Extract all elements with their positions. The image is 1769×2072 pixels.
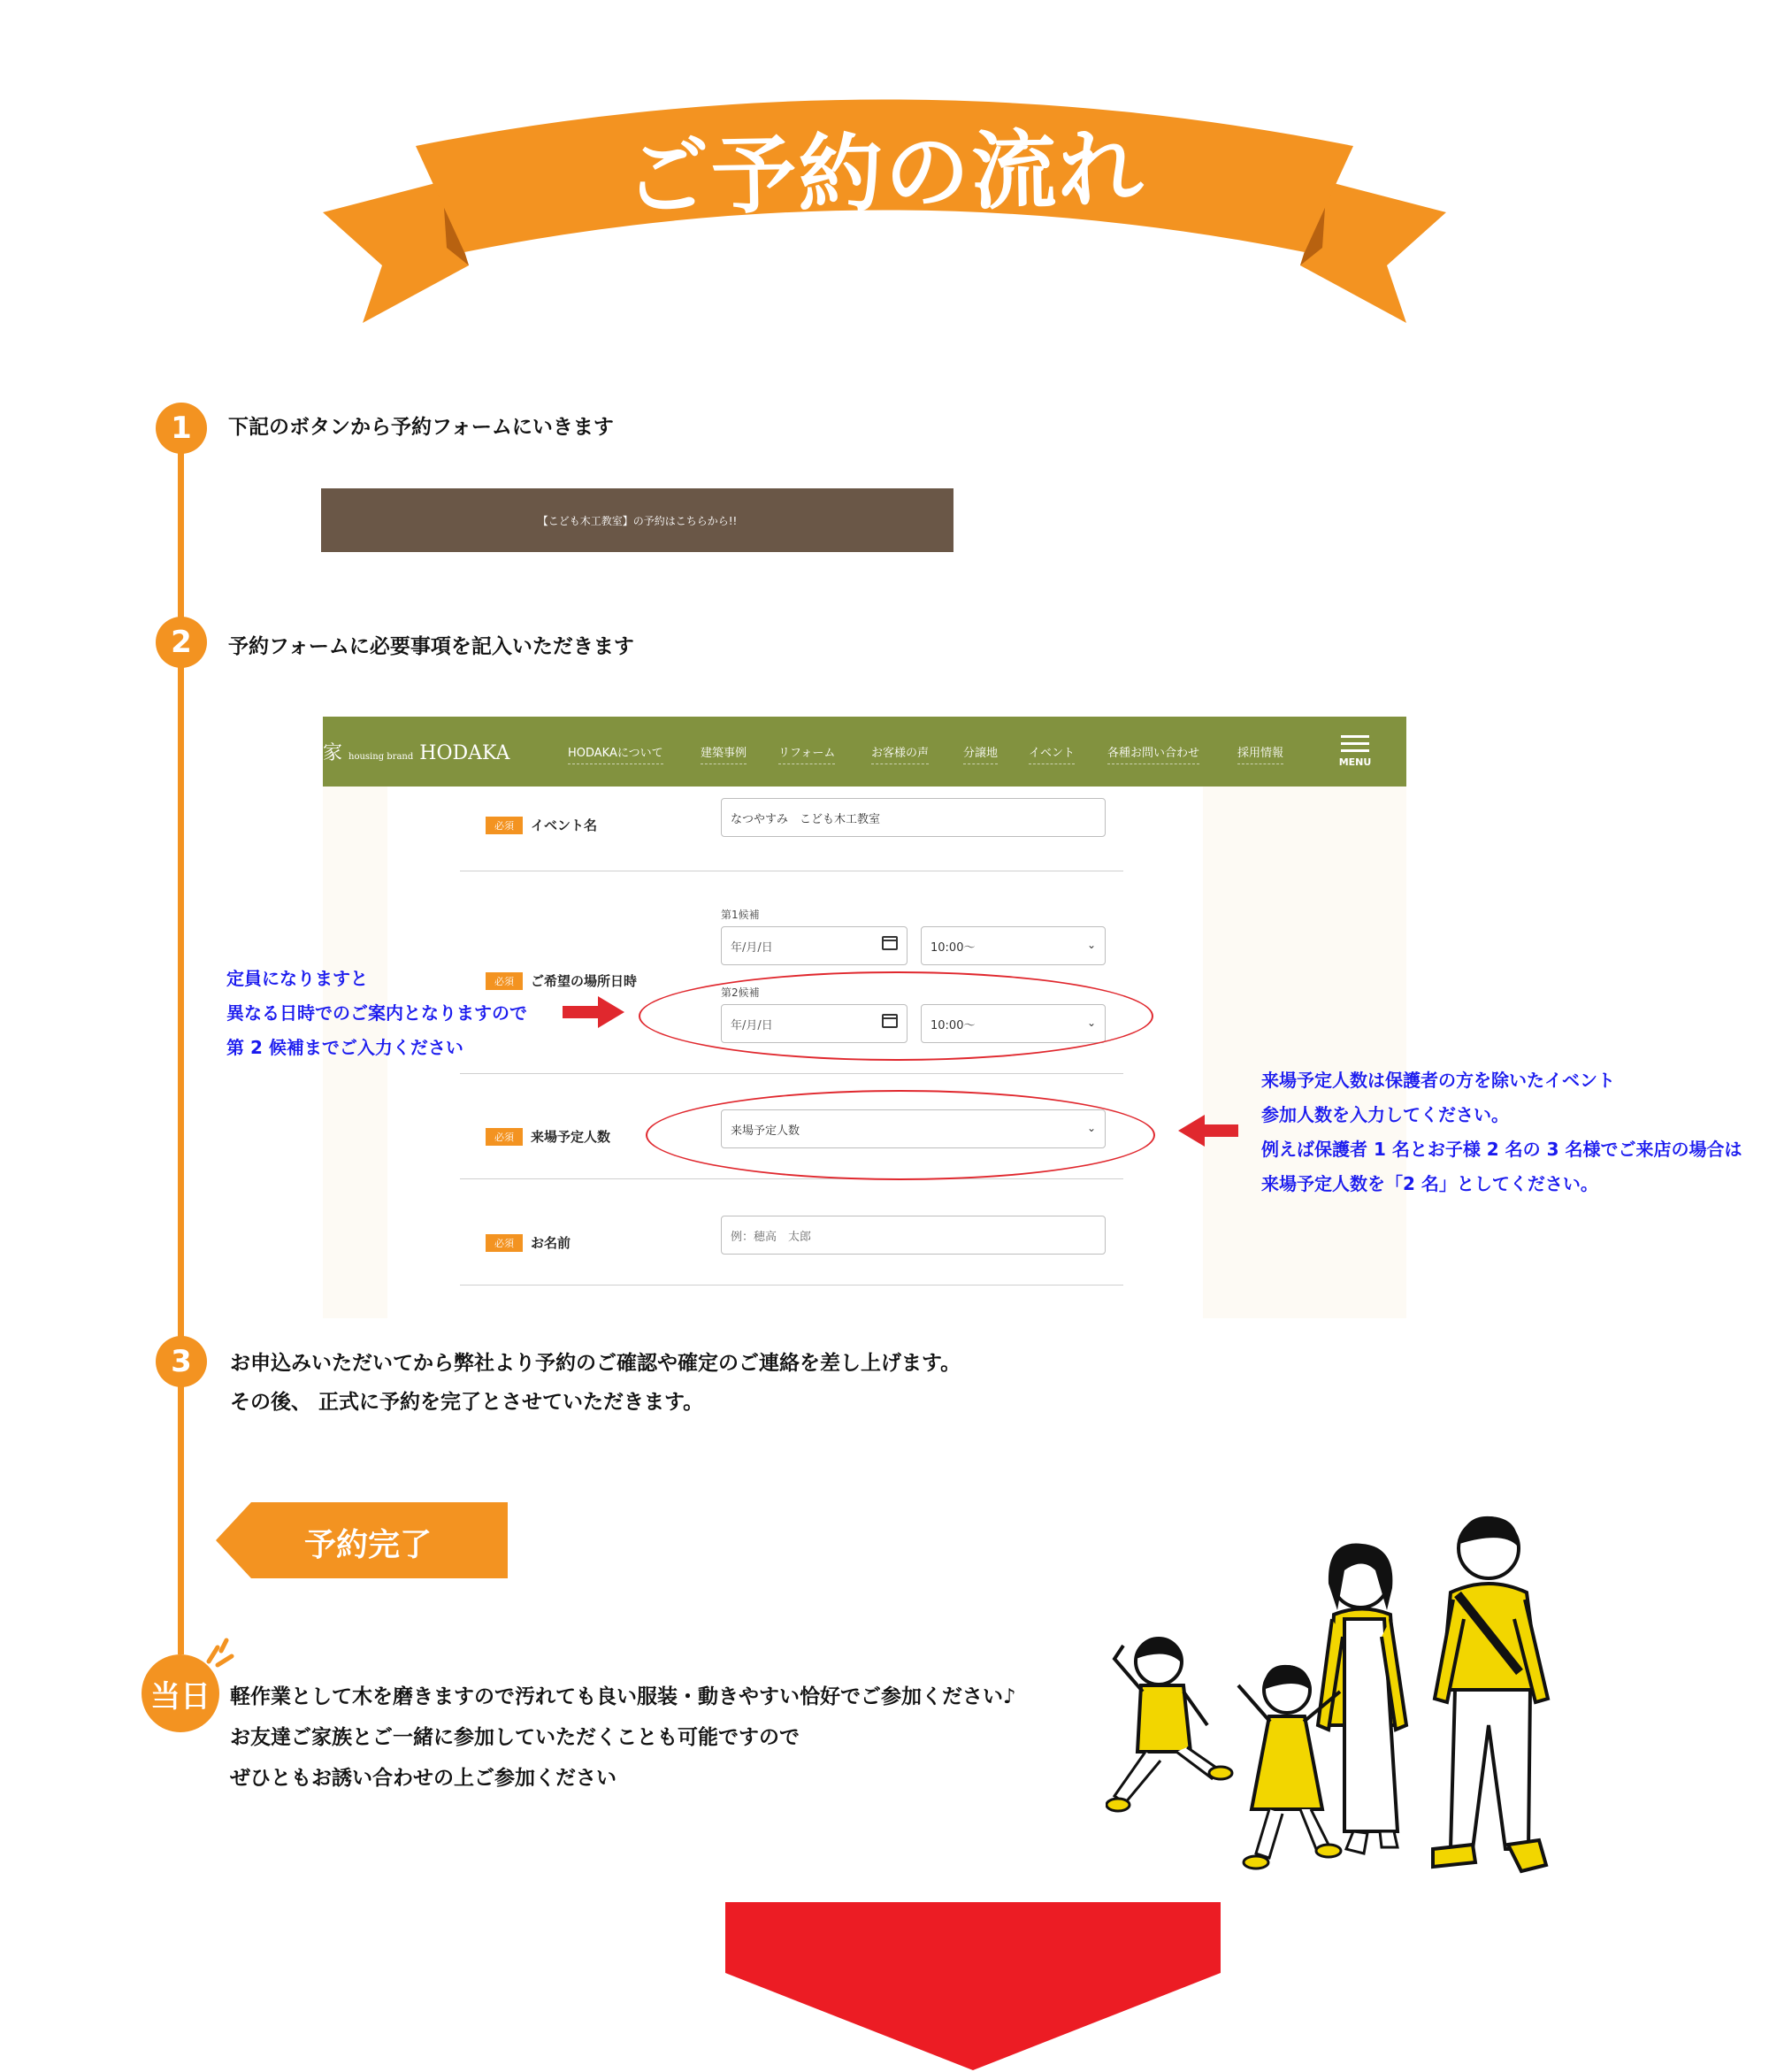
- chevron-down-icon: ⌄: [1086, 1122, 1096, 1134]
- capacity-note: [226, 962, 527, 1065]
- calendar-icon[interactable]: [882, 936, 898, 950]
- site-logo[interactable]: [323, 738, 509, 765]
- step-3-number: 3: [156, 1336, 207, 1387]
- hamburger-menu-button[interactable]: [1333, 731, 1377, 768]
- booking-form-button[interactable]: 【こども木工教室】の予約はこちらから!!: [321, 488, 953, 552]
- step-3-line: その後、 正式に予約を完了とさせていただきます。: [230, 1390, 704, 1414]
- time-value: 10:00〜: [930, 940, 976, 955]
- required-badge: 必須: [486, 1128, 523, 1146]
- visitors-note-line: 来場予定人数は保護者の方を除いたイベント: [1261, 1070, 1615, 1091]
- event-name-label: イベント名: [531, 817, 598, 833]
- step-1-number: 1: [156, 403, 207, 454]
- emphasis-lines-icon: [205, 1637, 237, 1669]
- visitors-note-line: 例えば保護者 1 名とお子様 2 名の 3 名様でご来店の場合は: [1261, 1139, 1742, 1160]
- event-name-value: なつやすみ こども木工教室: [731, 812, 881, 826]
- hamburger-icon-bar: [1341, 749, 1369, 752]
- nav-item-works[interactable]: 建築事例: [701, 743, 747, 764]
- nav-item-recruit[interactable]: 採用情報: [1237, 743, 1283, 764]
- candidate-1-date-field[interactable]: [721, 926, 907, 965]
- nav-item-lots[interactable]: 分譲地: [963, 743, 998, 764]
- visitors-label: 来場予定人数: [531, 1129, 611, 1145]
- day-of-line: ぜひともお誘い合わせの上ご参加ください: [230, 1767, 616, 1790]
- down-arrow-icon: [725, 1902, 1221, 2070]
- required-badge: 必須: [486, 972, 523, 990]
- left-arrow-icon: [1178, 1113, 1238, 1148]
- time-value: 10:00〜: [930, 1018, 976, 1032]
- page-title: ご予約の流れ: [624, 119, 1146, 228]
- site-navbar: [323, 717, 1406, 787]
- day-of-line: 軽作業として木を磨きますので汚れても良い服装・動きやすい恰好でご参加ください♪: [230, 1685, 1016, 1708]
- row-divider: [460, 1178, 1123, 1179]
- day-of-line: お友達ご家族とご一緒に参加していただくことも可能ですので: [230, 1726, 800, 1749]
- menu-label: MENU: [1338, 756, 1372, 768]
- required-badge: 必須: [486, 817, 523, 834]
- logo-tagline: housing brand: [348, 752, 414, 762]
- row-divider: [460, 1073, 1123, 1074]
- name-field[interactable]: [721, 1216, 1106, 1255]
- required-badge: 必須: [486, 1234, 523, 1252]
- visitors-note: [1261, 1063, 1742, 1201]
- datetime-label: ご希望の場所日時: [531, 973, 638, 989]
- nav-item-about[interactable]: HODAKAについて: [568, 743, 663, 764]
- step-2-number: 2: [156, 617, 207, 668]
- booking-complete-label: 予約完了: [304, 1527, 433, 1563]
- chevron-down-icon: ⌄: [1086, 939, 1096, 951]
- boy-figure: [1107, 1638, 1232, 1811]
- visitors-note-line: 参加人数を入力してください。: [1261, 1104, 1509, 1125]
- nav-item-events[interactable]: イベント: [1029, 743, 1075, 764]
- candidate-1-label: 第1候補: [721, 909, 760, 921]
- chevron-down-icon: ⌄: [1086, 1017, 1096, 1029]
- event-name-field[interactable]: [721, 798, 1106, 837]
- name-placeholder: 例：穂高 太郎: [731, 1230, 812, 1244]
- step-3-text: [230, 1345, 961, 1422]
- father-figure: [1433, 1516, 1548, 1871]
- highlight-ellipse-visitors: [646, 1090, 1155, 1180]
- date-placeholder: 年/月/日: [731, 1018, 773, 1032]
- candidate-1-time-select[interactable]: [921, 926, 1106, 965]
- visitors-note-line: 来場予定人数を「2 名」としてください。: [1261, 1173, 1598, 1194]
- name-label: お名前: [531, 1235, 571, 1251]
- right-arrow-icon: [563, 994, 624, 1030]
- step-1-text: 下記のボタンから予約フォームにいきます: [228, 416, 614, 439]
- day-of-badge: 当日: [142, 1654, 219, 1732]
- highlight-ellipse-candidate-2: [639, 971, 1153, 1061]
- nav-item-contact[interactable]: 各種お問い合わせ: [1107, 743, 1199, 764]
- day-of-text: [230, 1677, 1016, 1799]
- visitors-value: 来場予定人数: [731, 1124, 800, 1138]
- step-3-line: お申込みいただいてから弊社より予約のご確認や確定のご連絡を差し上げます。: [230, 1352, 961, 1375]
- nav-item-reform[interactable]: リフォーム: [778, 743, 835, 764]
- capacity-note-line: 定員になりますと: [226, 968, 368, 989]
- hamburger-icon: [1341, 735, 1369, 738]
- family-illustration: [1106, 1495, 1592, 1902]
- logo-prefix: 家: [323, 742, 343, 764]
- booking-complete-tag: [216, 1502, 508, 1578]
- nav-item-voices[interactable]: お客様の声: [871, 743, 929, 764]
- step-2-text: 予約フォームに必要事項を記入いただきます: [228, 635, 634, 658]
- capacity-note-line: 第 2 候補までご入力ください: [226, 1037, 463, 1058]
- capacity-note-line: 異なる日時でのご案内となりますので: [226, 1002, 527, 1024]
- date-placeholder: 年/月/日: [731, 940, 773, 955]
- candidate-2-label: 第2候補: [721, 986, 760, 999]
- hamburger-icon-bar: [1341, 742, 1369, 745]
- logo-name: HODAKA: [419, 742, 510, 764]
